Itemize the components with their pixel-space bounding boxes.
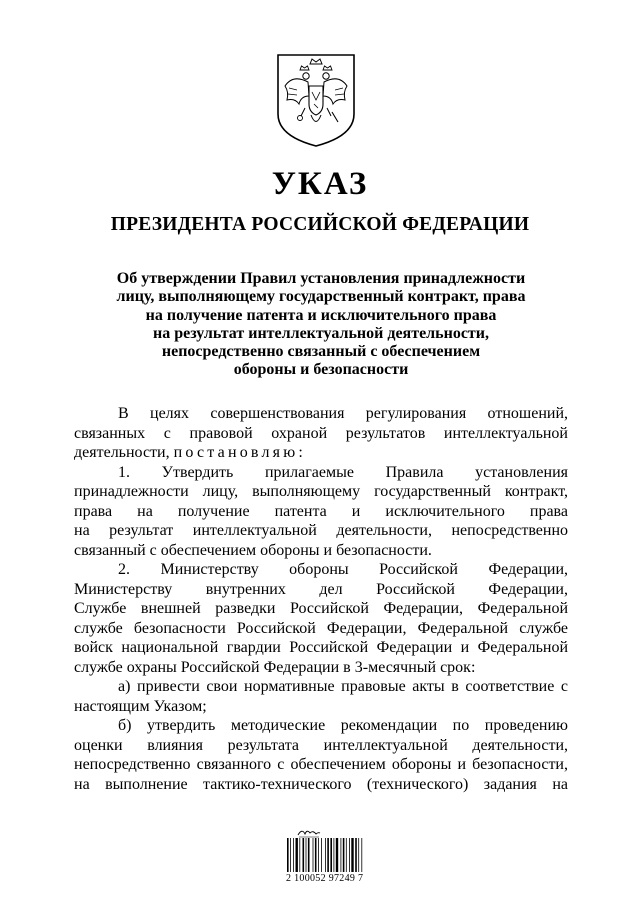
- russian-coat-of-arms-icon: [275, 52, 357, 148]
- body-line: службе безопасности Российской Федерации, Федеральной службе: [74, 619, 568, 637]
- body-line-text: деятельности,: [74, 444, 170, 461]
- body-line: принадлежности лицу, выполняющему государственный контракт,: [74, 483, 568, 500]
- barcode-bar: [355, 838, 357, 872]
- body-line: а) привести свои нормативные правовые акты в соответствие с: [118, 678, 568, 695]
- title-line: лицу, выполняющему государственный контракт, права: [116, 288, 526, 306]
- title-line: на получение патента и исключительного права: [145, 306, 497, 324]
- body-line: оценки влияния результата интеллектуальной деятельности,: [74, 736, 568, 754]
- body-line: на результат интеллектуальной деятельности, непосредственно: [74, 522, 568, 539]
- title-line: на результат интеллектуальной деятельности,: [152, 324, 489, 342]
- barcode-bar: [299, 838, 300, 872]
- barcode-bar: [308, 838, 310, 872]
- body-line: Службе внешней разведки Российской Федерации, Федеральной: [74, 600, 568, 617]
- title-line: Об утверждении Правил установления принадлежности: [116, 270, 526, 287]
- title-line: непосредственно связанный с обеспечением: [161, 343, 481, 361]
- body-line: настоящим Указом;: [74, 697, 207, 715]
- barcode-bar: [349, 838, 350, 872]
- barcode-bar: [306, 838, 307, 872]
- barcode-bar: [321, 838, 322, 872]
- body-line: [74, 443, 568, 463]
- barcode-bar: [287, 838, 289, 872]
- barcode-bar: [346, 838, 347, 872]
- decree-body: [74, 404, 568, 794]
- barcode-number: 2 100052 97249 7: [286, 873, 364, 884]
- decree-title: [74, 270, 568, 380]
- barcode-bar: [325, 838, 326, 872]
- barcode-bar: [343, 838, 345, 872]
- barcode-bar: [351, 838, 353, 872]
- barcode-bar: [341, 838, 342, 872]
- barcode-bar: [361, 838, 362, 872]
- barcode-bar: [358, 838, 359, 872]
- barcode-bar: [334, 838, 335, 872]
- body-line: связанный с обеспечением обороны и безопасности.: [74, 541, 432, 559]
- body-line: Министерству внутренних дел Российской Федерации,: [74, 580, 568, 598]
- body-line: б) утвердить методические рекомендации по проведению: [118, 717, 568, 734]
- body-line: 2. Министерству обороны Российской Федерации,: [118, 561, 568, 578]
- title-line: обороны и безопасности: [233, 361, 409, 379]
- document-type-heading: УКАЗ: [271, 166, 369, 202]
- barcode-bar: [327, 838, 329, 872]
- coat-of-arms-emblem: [275, 52, 357, 148]
- barcode-bar: [290, 838, 291, 872]
- body-line: 1. Утвердить прилагаемые Правила установления: [118, 463, 568, 481]
- barcode-bar: [303, 838, 305, 872]
- barcode-bar: [318, 838, 319, 872]
- barcode-bar: [315, 838, 317, 872]
- decree-verb: постановляю:: [173, 444, 306, 461]
- barcode-bar: [313, 838, 314, 872]
- barcode-bar: [330, 838, 332, 872]
- body-line: непосредственно связанного с обеспечением обороны и безопасности,: [74, 756, 568, 773]
- barcode-bar: [296, 838, 298, 872]
- body-line: службе охраны Российской Федерации в 3-месячный срок:: [74, 658, 476, 676]
- barcode-bar: [336, 838, 338, 872]
- handwritten-mark-icon: [296, 826, 322, 838]
- body-line: на выполнение тактико-технического (технического) задания на: [74, 775, 568, 793]
- issuer-heading: ПРЕЗИДЕНТА РОССИЙСКОЙ ФЕДЕРАЦИИ: [110, 214, 530, 235]
- body-line: войск национальной гвардии Российской Федерации и Федеральной: [74, 639, 568, 656]
- body-line: права на получение патента и исключительного права: [74, 502, 568, 520]
- body-line: В целях совершенствования регулирования отношений,: [118, 405, 568, 422]
- body-line: связанных с правовой охраной результатов интеллектуальной: [74, 424, 568, 442]
- barcode-bar: [293, 838, 294, 872]
- barcode-icon: [286, 838, 366, 872]
